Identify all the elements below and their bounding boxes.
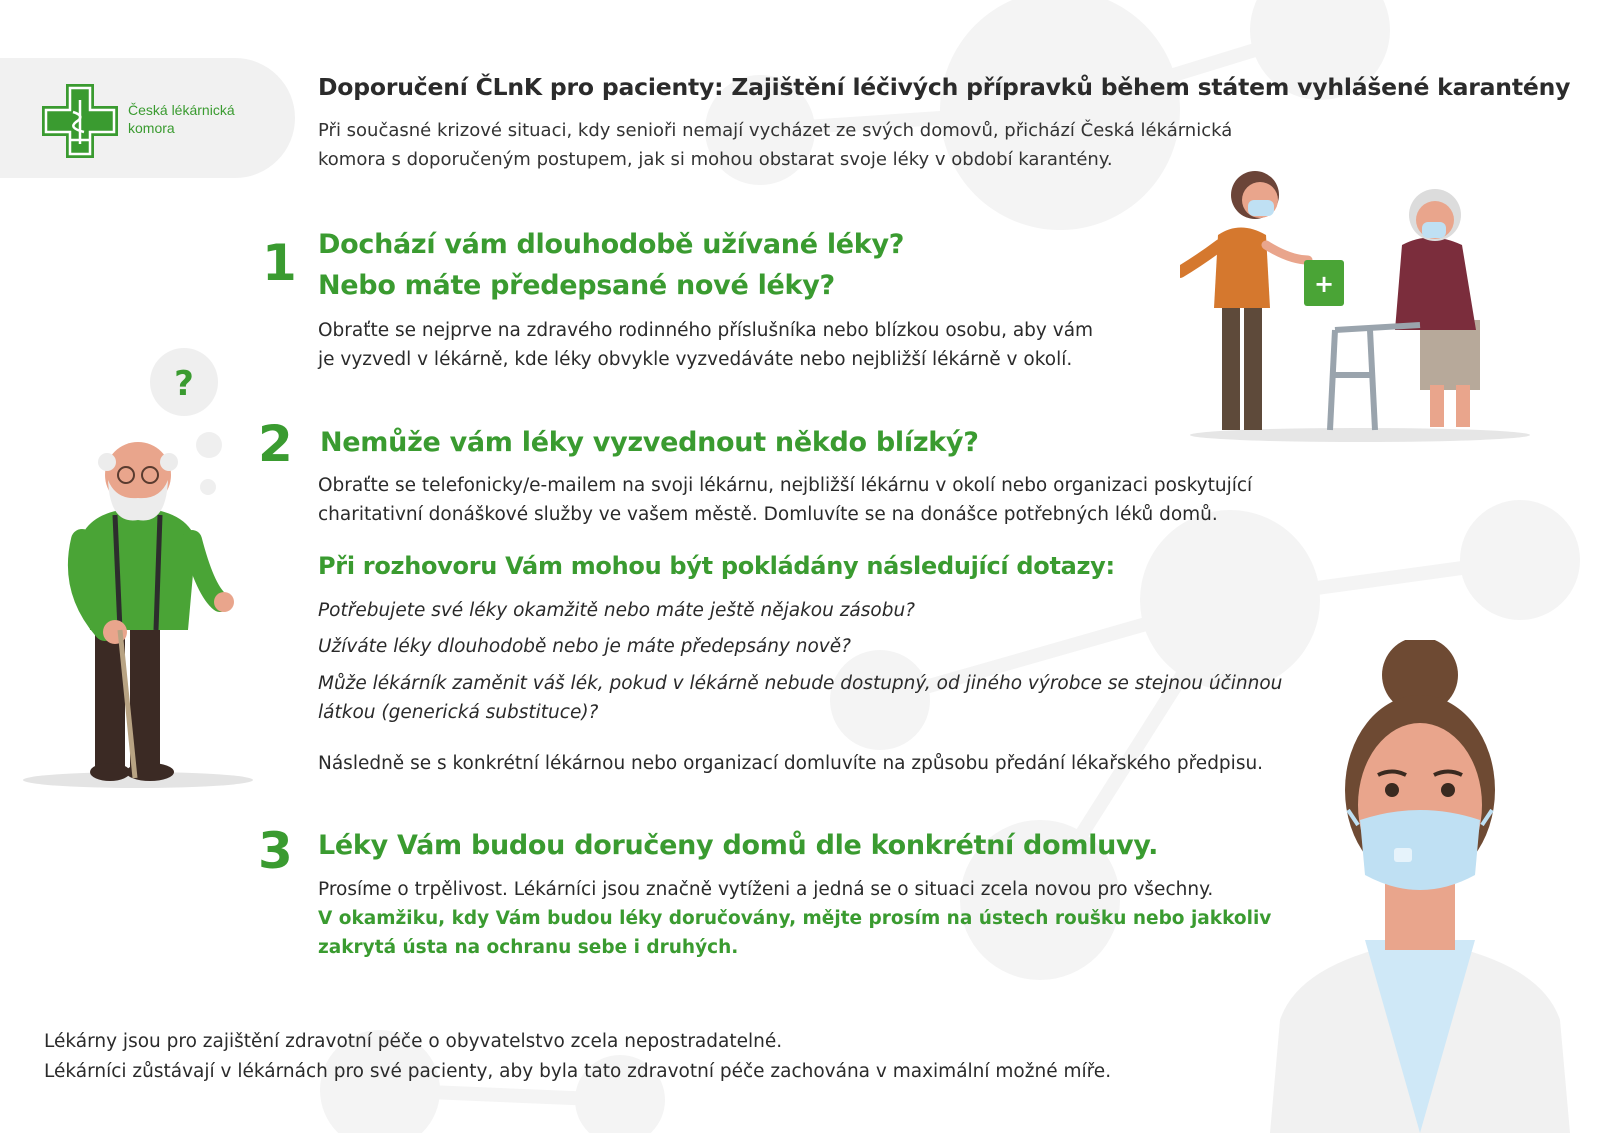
elderly-man-illustration bbox=[10, 340, 260, 800]
step-2-number: 2 bbox=[258, 415, 293, 473]
question-item: Může lékárník zaměnit váš lék, pokud v lékárně nebude dostupný, od jiného výrobce se stejnou účinnou bbox=[318, 673, 1283, 694]
step-2-after-text: Následně se s konkrétní lékárnou nebo organizací domluvíte na způsobu předání lékařského předpisu. bbox=[318, 753, 1264, 774]
intro-line1: Při současné krizové situaci, kdy senioři nemají vycházet ze svých domovů, přichází Česká lékárnická bbox=[318, 120, 1233, 141]
step-2-text-line1: Obraťte se telefonicky/e-mailem na svoji lékárnu, nejbližší lékárnu v okolí nebo organizaci poskytující bbox=[318, 475, 1253, 496]
face-mask-icon bbox=[1360, 810, 1480, 890]
pharmacist-illustration bbox=[1270, 640, 1570, 1133]
delivery-illustration bbox=[1180, 160, 1540, 450]
intro-paragraph bbox=[318, 116, 1328, 174]
question-item: Užíváte léky dlouhodobě nebo je máte předepsány nově? bbox=[318, 636, 851, 657]
step-3-text bbox=[318, 875, 1271, 962]
brand-name-line1: Česká lékárnická bbox=[128, 102, 235, 118]
step-1-text-line2: je vyzvedl v lékárně, kde léky obvykle vyzvedáváte nebo nejbližší lékárně v okolí. bbox=[318, 349, 1073, 370]
step-3-highlight-line1: V okamžiku, kdy Vám budou léky doručovány, mějte prosím na ústech roušku nebo jakkoliv bbox=[318, 908, 1272, 929]
step-2-heading: Nemůže vám léky vyzvednout někdo blízký? bbox=[320, 427, 979, 458]
question-item: Potřebujete své léky okamžitě nebo máte ještě nějakou zásobu? bbox=[318, 600, 916, 621]
bag-cross-icon: + bbox=[1313, 270, 1335, 298]
pharmacy-cross-icon bbox=[40, 82, 120, 160]
footer-line1: Lékárny jsou pro zajištění zdravotní péče o obyvatelstvo zcela nepostradatelné. bbox=[44, 1031, 783, 1052]
step-2-text-line2: charitativní donáškové služby ve vašem městě. Domluvíte se na donášce potřebných léků domů. bbox=[318, 504, 1218, 525]
step-1-number: 1 bbox=[262, 234, 297, 292]
step-1-heading-line2: Nebo máte předepsané nové léky? bbox=[318, 270, 835, 301]
brand-name-line2: komora bbox=[128, 120, 175, 136]
intro-line2: komora s doporučeným postupem, jak si mohou obstarat svoje léky v období karantény. bbox=[318, 149, 1113, 170]
question-mark-icon: ? bbox=[174, 364, 194, 404]
footer-line2: Lékárníci zůstávají v lékárnách pro své pacienty, aby byla tato zdravotní péče zachována v maximální možné míře. bbox=[44, 1061, 1112, 1082]
brand-name bbox=[128, 101, 235, 137]
step-1-heading bbox=[318, 224, 904, 306]
step-1-text bbox=[318, 316, 1093, 374]
question-item: látkou (generická substituce)? bbox=[318, 702, 599, 723]
step-2-text bbox=[318, 471, 1252, 529]
step-1-heading-line1: Dochází vám dlouhodobě užívané léky? bbox=[318, 229, 905, 260]
step-3-highlight-line2: zakrytá ústa na ochranu sebe i druhých. bbox=[318, 937, 739, 958]
step-3-number: 3 bbox=[258, 822, 293, 880]
footer-text bbox=[44, 1027, 1111, 1087]
page-title: Doporučení ČLnK pro pacienty: Zajištění léčivých přípravků během státem vyhlášené karantény bbox=[318, 73, 1571, 101]
step-3-heading: Léky Vám budou doručeny domů dle konkrétní domluvy. bbox=[318, 830, 1159, 861]
step-3-text-line: Prosíme o trpělivost. Lékárníci jsou značně vytíženi a jedná se o situaci zcela novou pro všechny. bbox=[318, 879, 1214, 900]
step-1-text-line1: Obraťte se nejprve na zdravého rodinného příslušníka nebo blízkou osobu, aby vám bbox=[318, 320, 1094, 341]
questions-heading: Při rozhovoru Vám mohou být pokládány následující dotazy: bbox=[318, 552, 1115, 580]
